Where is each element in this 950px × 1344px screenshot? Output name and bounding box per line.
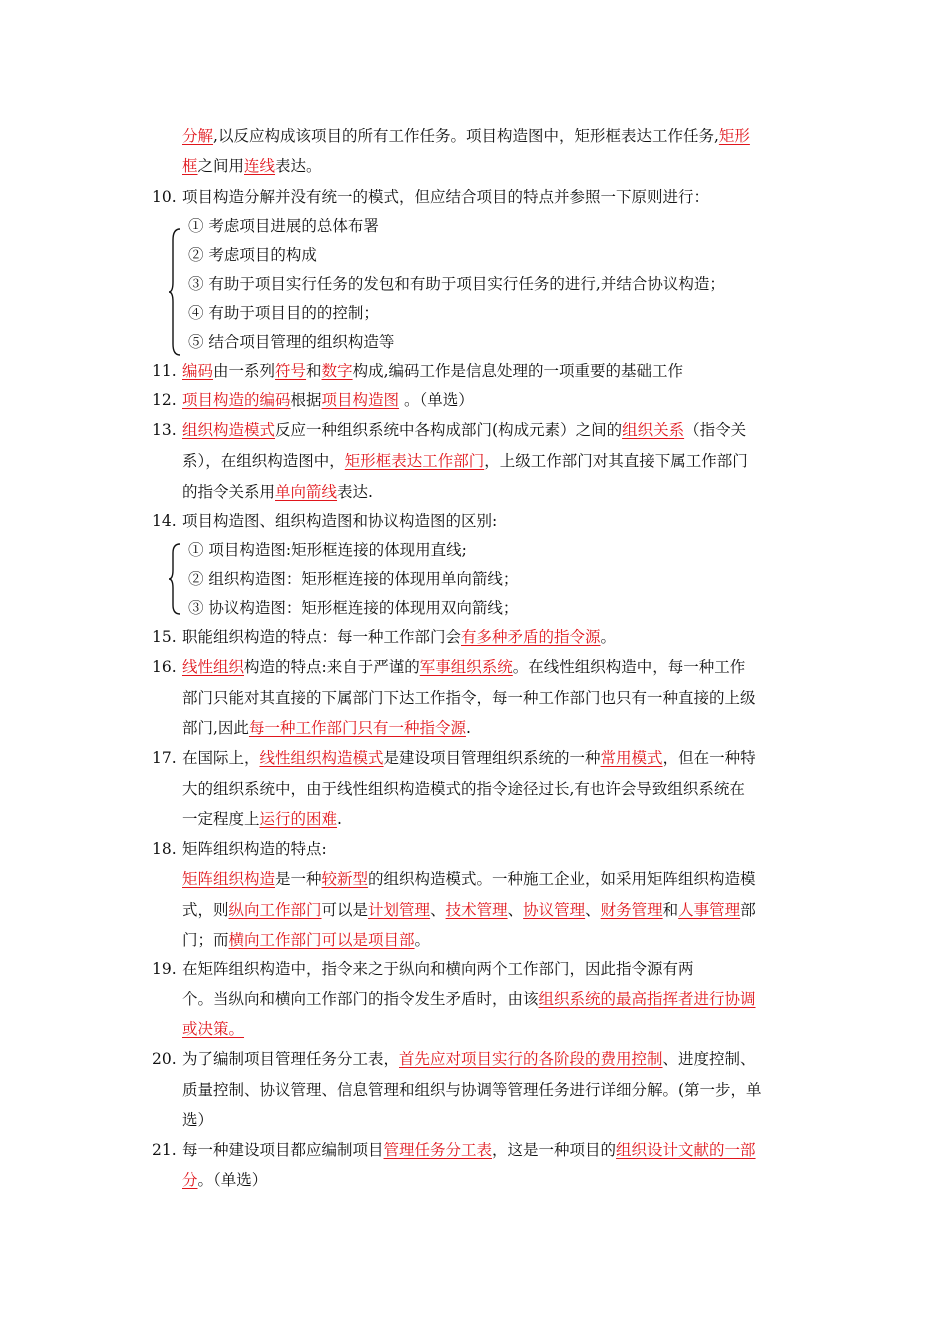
item-10-text: 项目构造分解并没有统一的模式，但应结合项目的特点并参照一下原则进行： <box>182 188 710 206</box>
item-16-line-1 <box>182 656 745 678</box>
item-11-text <box>182 360 683 382</box>
highlight-term: 线性组织 <box>182 658 245 676</box>
item-15-number: 15. <box>152 628 177 646</box>
body-text: 和 <box>306 362 322 380</box>
body-text: 表达。 <box>275 157 322 175</box>
highlight-term: 符号 <box>275 362 307 380</box>
highlight-term: 首先应对项目实行的各阶段的费用控制 <box>399 1050 663 1068</box>
body-text: 。 <box>600 628 617 646</box>
item-14-sub-1: ① 项目构造图:矩形框连接的体现用直线; <box>188 541 467 559</box>
item-14-sub-2: ② 组织构造图：矩形框连接的体现用单向箭线； <box>188 570 519 588</box>
item-21-line-2 <box>182 1169 267 1191</box>
highlight-term: 线性组织构造模式 <box>259 749 384 767</box>
item-18-line-3 <box>182 899 756 921</box>
body-text: 每一种建设项目都应编制项目 <box>182 1141 384 1159</box>
item-13-number: 13. <box>152 421 177 439</box>
body-text: 、 <box>430 901 446 919</box>
item-13-line-3 <box>182 481 373 503</box>
body-text: 系），在组织构造图中， <box>182 452 345 470</box>
item-10-number: 10. <box>152 188 177 206</box>
body-text: 构造的特点:来自于严谨的 <box>244 658 420 676</box>
body-text: 构成,编码工作是信息处理的一项重要的基础工作 <box>352 362 684 380</box>
highlight-term: 横向工作部门可以是项目部 <box>228 931 415 949</box>
body-text: 是一种 <box>275 870 322 888</box>
highlight-term: 单向箭线 <box>275 483 338 501</box>
body-text: 式，则 <box>182 901 229 919</box>
highlight-term: 组织关系 <box>622 421 685 439</box>
item-16-line-3 <box>182 717 471 739</box>
item-10-sub-2: ② 考虑项目的构成 <box>188 246 317 264</box>
highlight-term: 矩形 <box>718 127 750 145</box>
item-12-text <box>182 389 474 411</box>
item-10-sub-3: ③ 有助于项目实行任务的发包和有助于项目实行任务的进行,并结合协议构造； <box>188 275 725 293</box>
body-text: . <box>337 810 342 828</box>
item-12-number: 12. <box>152 391 177 409</box>
item-13-line-2 <box>182 450 748 472</box>
body-text: 可以是 <box>321 901 369 919</box>
item-17-line-2: 大的组织系统中，由于线性组织构造模式的指令途径过长,有也许会导致组织系统在 <box>182 780 745 798</box>
highlight-term: 人事管理 <box>678 901 741 919</box>
item-14-text: 项目构造图、组织构造图和协议构造图的区别: <box>182 512 498 530</box>
item-18-number: 18. <box>152 840 177 858</box>
body-text: 一定程度上 <box>182 810 260 828</box>
body-text: 、 <box>507 901 524 919</box>
item-20-line-3: 选） <box>182 1111 214 1129</box>
body-text: （指令关 <box>684 421 747 439</box>
item-19-line-3 <box>182 1018 244 1040</box>
body-text: 个。当纵向和横向工作部门的指令发生矛盾时，由该 <box>182 990 539 1008</box>
item-19-number: 19. <box>152 960 177 978</box>
body-text: 部 <box>740 901 756 919</box>
item-16-number: 16. <box>152 658 177 676</box>
body-text: 。（单选） <box>399 391 474 409</box>
item-18-line-2 <box>182 868 756 890</box>
item-15-text <box>182 626 616 648</box>
body-text: 是建设项目管理组织系统的一种 <box>383 749 601 767</box>
item-17-line-3 <box>182 808 342 830</box>
left-brace-icon <box>168 228 182 356</box>
item-13-line-1 <box>182 419 746 441</box>
body-text: 反应一种组织系统中各构成部门(构成元素）之间的 <box>275 421 623 439</box>
item-17-number: 17. <box>152 749 177 767</box>
item-21-line-1 <box>182 1139 756 1161</box>
body-text: . <box>465 719 471 737</box>
body-text: 之间用 <box>197 157 245 175</box>
body-text: 表达. <box>337 483 373 501</box>
body-text: 。（单选） <box>197 1171 268 1189</box>
item-20-number: 20. <box>152 1050 177 1068</box>
highlight-term: 财务管理 <box>600 901 663 919</box>
highlight-term: 每一种工作部门只有一种指令源 <box>248 719 466 737</box>
item-19-line-2 <box>182 988 756 1010</box>
body-text: 根据 <box>290 391 322 409</box>
highlight-term: 军事组织系统 <box>419 658 513 676</box>
highlight-term: 矩形框表达工作部门 <box>344 452 485 470</box>
item-19-line-1: 在矩阵组织构造中，指令来之于纵向和横向两个工作部门，因此指令源有两 <box>182 960 694 978</box>
body-text: 门；而 <box>182 931 229 949</box>
body-text: ,以反应构成该项目的所有工作任务。项目构造图中，矩形框表达工作任务, <box>213 127 719 145</box>
highlight-term: 分 <box>182 1171 198 1189</box>
left-brace-icon <box>168 543 182 615</box>
highlight-term: 组织系统的最高指挥者进行协调 <box>538 990 756 1008</box>
body-text: 职能组织构造的特点：每一种工作部门会 <box>182 628 462 646</box>
item-18-line-4 <box>182 929 430 951</box>
highlight-term: 协议管理 <box>523 901 586 919</box>
item-20-line-1 <box>182 1048 756 1070</box>
body-text: 部门,因此 <box>182 719 249 737</box>
highlight-term: 或决策。 <box>182 1020 245 1038</box>
item-17-line-1 <box>182 747 756 769</box>
item-20-line-2: 质量控制、协议管理、信息管理和组织与协调等管理任务进行详细分解。(第一步，单 <box>182 1081 762 1099</box>
body-text: 的指令关系用 <box>182 483 276 501</box>
highlight-term: 分解 <box>182 127 214 145</box>
item-9-line-2 <box>182 155 322 177</box>
body-text: 在国际上， <box>182 749 260 767</box>
item-11-number: 11. <box>152 362 177 380</box>
body-text: 为了编制项目管理任务分工表， <box>182 1050 400 1068</box>
highlight-term: 组织构造模式 <box>182 421 276 439</box>
body-text: 、 <box>585 901 601 919</box>
item-21-number: 21. <box>152 1141 177 1159</box>
body-text: 由一系列 <box>213 362 276 380</box>
item-16-line-2: 部门只能对其直接的下属部门下达工作指令，每一种工作部门也只有一种直接的上级 <box>182 689 756 707</box>
body-text: ，但在一种特 <box>662 749 756 767</box>
body-text: 的组织构造模式。一种施工企业，如采用矩阵组织构造模 <box>368 870 756 888</box>
item-14-sub-3: ③ 协议构造图：矩形框连接的体现用双向箭线； <box>188 599 519 617</box>
item-10-sub-4: ④ 有助于项目目的的控制； <box>188 304 379 322</box>
highlight-term: 编码 <box>182 362 214 380</box>
highlight-term: 技术管理 <box>445 901 508 919</box>
highlight-term: 运行的困难 <box>259 810 338 828</box>
body-text: 和 <box>662 901 679 919</box>
body-text: ，上级工作部门对其直接下属工作部门 <box>484 452 748 470</box>
item-18-title: 矩阵组织构造的特点: <box>182 840 327 858</box>
highlight-term: 项目构造的编码 <box>182 391 291 409</box>
item-10-sub-1: ① 考虑项目进展的总体布署 <box>188 217 379 235</box>
highlight-term: 连线 <box>244 157 276 175</box>
body-text: 。在线性组织构造中，每一种工作 <box>512 658 746 676</box>
highlight-term: 有多种矛盾的指令源 <box>461 628 601 646</box>
highlight-term: 项目构造图 <box>321 391 400 409</box>
item-10-sub-5: ⑤ 结合项目管理的组织构造等 <box>188 333 395 351</box>
item-14-number: 14. <box>152 512 177 530</box>
body-text: 、进度控制、 <box>662 1050 756 1068</box>
highlight-term: 矩阵组织构造 <box>182 870 276 888</box>
body-text: 。 <box>414 931 431 949</box>
highlight-term: 计划管理 <box>368 901 431 919</box>
highlight-term: 框 <box>182 157 198 175</box>
highlight-term: 数字 <box>321 362 353 380</box>
highlight-term: 常用模式 <box>600 749 663 767</box>
highlight-term: 纵向工作部门 <box>228 901 322 919</box>
highlight-term: 组织设计文献的一部 <box>616 1141 756 1159</box>
highlight-term: 较新型 <box>321 870 369 888</box>
highlight-term: 管理任务分工表 <box>383 1141 493 1159</box>
item-9-line-1 <box>182 125 750 147</box>
body-text: ，这是一种项目的 <box>492 1141 617 1159</box>
